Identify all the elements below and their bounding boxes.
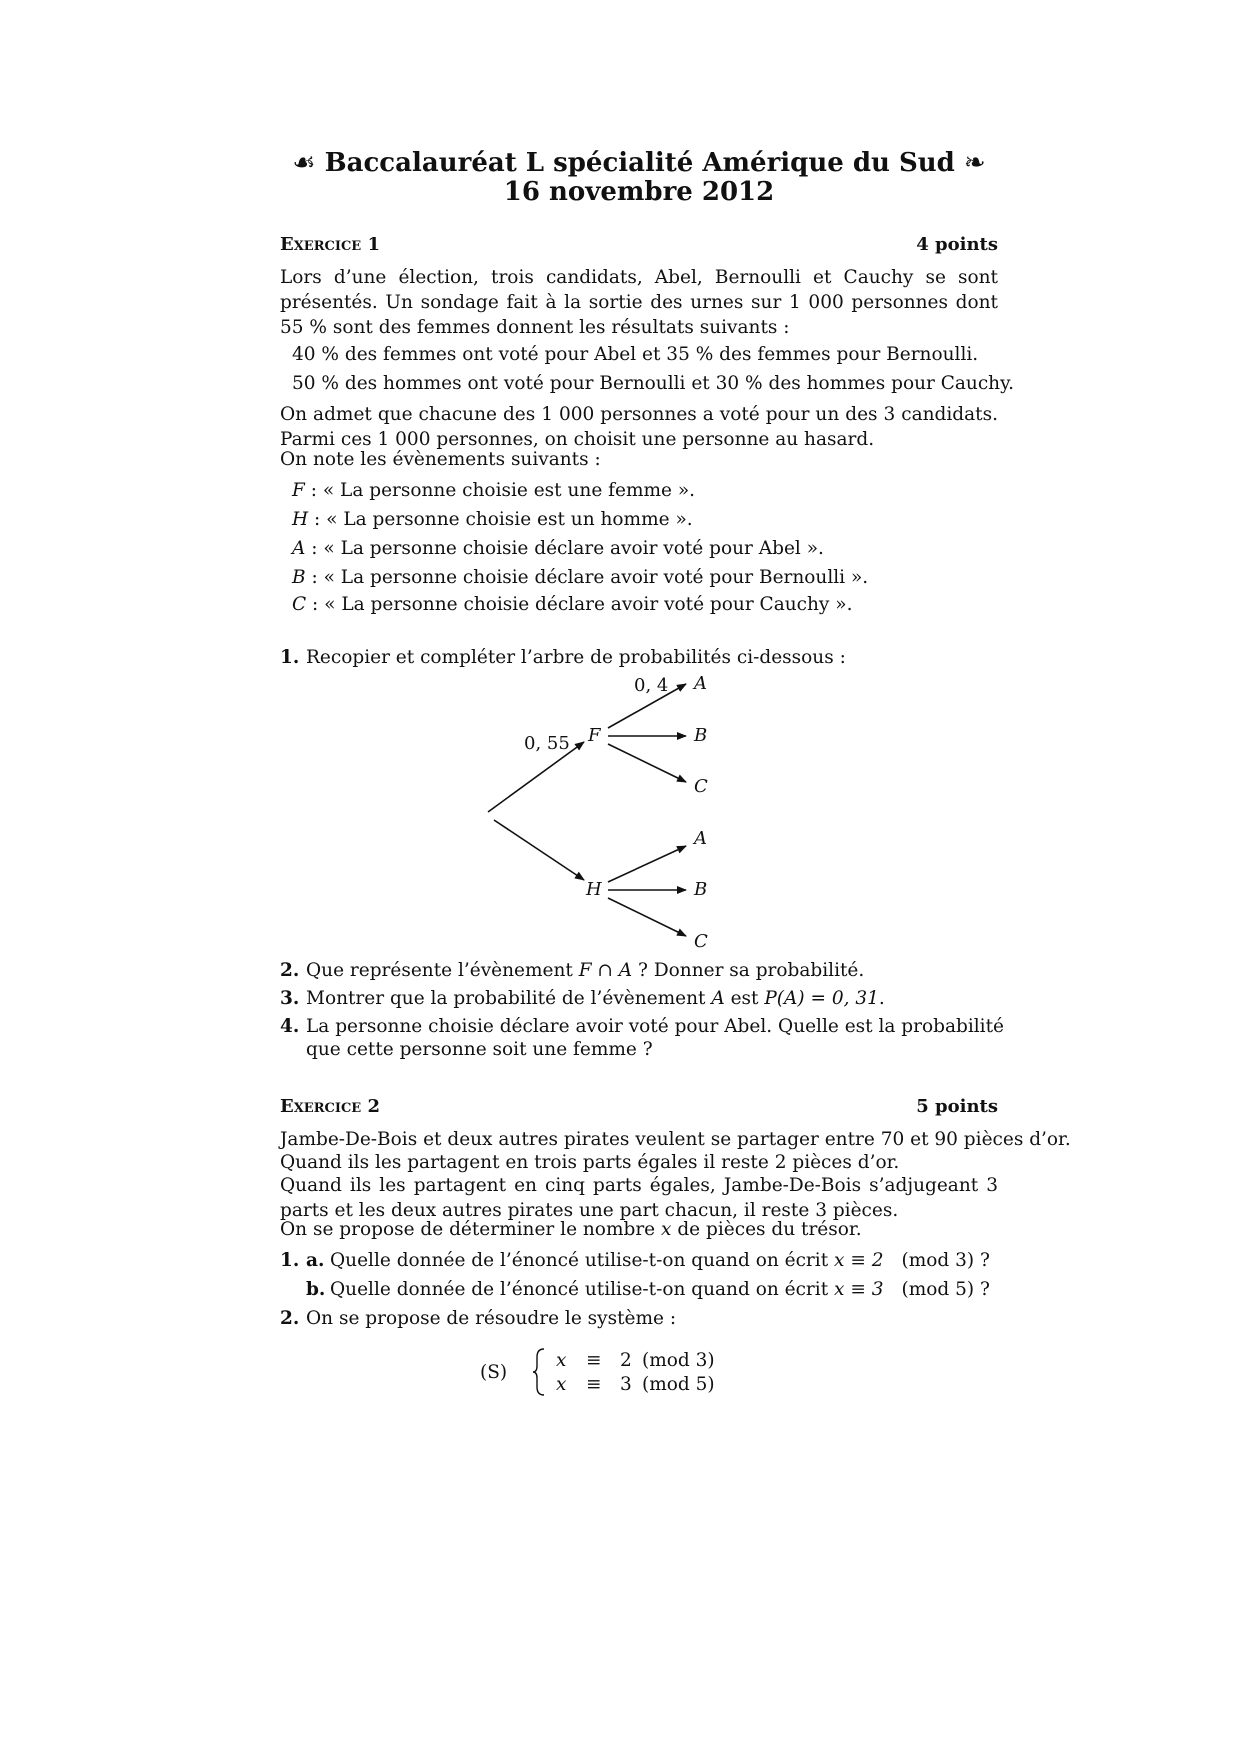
- event-symbol: H: [292, 509, 309, 530]
- tree-leaf-fc: C: [694, 776, 708, 797]
- tree-prob-f: 0, 55: [524, 733, 570, 754]
- events-intro: On note les évènements suivants :: [280, 449, 601, 470]
- exercise-2-intro-line-1: Jambe-De-Bois et deux autres pirates veulent se partager entre 70 et 90 pièces d’or.: [280, 1129, 1071, 1150]
- exercise-2-intro-2: Quand ils les partagent en cinq parts égales, Jambe-De-Bois s’adjugeant 3 parts et les deux autres pirates une part chacun, il reste 3 pièces.: [280, 1175, 998, 1221]
- tree-leaf-hc: C: [694, 931, 708, 952]
- event-b: B : « La personne choisie déclare avoir voté pour Bernoulli ».: [292, 567, 869, 588]
- question-number: 1.: [280, 647, 300, 668]
- fact-women: 40 % des femmes ont voté pour Abel et 35 % des femmes pour Bernoulli.: [292, 344, 979, 365]
- question-number: 2.: [280, 960, 300, 981]
- ex2-question-1b: b. Quelle donnée de l’énoncé utilise-t-on quand on écrit x ≡ 3 (mod 5) ?: [306, 1279, 990, 1300]
- event-a: A : « La personne choisie déclare avoir voté pour Abel ».: [292, 538, 824, 559]
- tree-node-f: F: [588, 725, 601, 746]
- subquestion-label: b.: [306, 1279, 326, 1300]
- exercise-2-intro-line-2: Quand ils les partagent en trois parts égales il reste 2 pièces d’or.: [280, 1152, 900, 1173]
- question-2: 2. Que représente l’évènement F ∩ A ? Donner sa probabilité.: [280, 960, 865, 981]
- tree-leaf-ha: A: [694, 828, 707, 849]
- event-symbol: C: [292, 594, 307, 615]
- system-name: (S): [480, 1362, 508, 1383]
- question-number: 3.: [280, 988, 300, 1009]
- exercise-2-points: 5 points: [916, 1096, 998, 1117]
- tree-node-h: H: [586, 879, 602, 900]
- event-c: C : « La personne choisie déclare avoir voté pour Cauchy ».: [292, 594, 853, 615]
- probability-tree: [280, 0, 1004, 1754]
- question-number: 4.: [280, 1016, 300, 1037]
- exercise-1-points: 4 points: [916, 234, 998, 255]
- tree-leaf-fa: A: [694, 673, 707, 694]
- exercise-1-title: Exercice 1: [280, 234, 380, 255]
- exercise-2-header: [280, 1096, 998, 1122]
- ornament-right-icon: ❧: [963, 148, 986, 178]
- question-3: 3. Montrer que la probabilité de l’évènement A est P(A) = 0, 31.: [280, 988, 885, 1009]
- tree-prob-a-given-f: 0, 4: [634, 675, 669, 696]
- exercise-1-admit: On admet que chacune des 1 000 personnes a voté pour un des 3 candidats. Parmi ces 1 000 personnes, on choisit une personne au hasard.: [280, 404, 998, 450]
- event-symbol: F: [292, 480, 305, 501]
- ex2-question-2: 2. On se propose de résoudre le système :: [280, 1308, 677, 1329]
- ex2-question-1a: 1. a. Quelle donnée de l’énoncé utilise-t-on quand on écrit x ≡ 2 (mod 3) ?: [280, 1250, 990, 1271]
- branch-h-c: [608, 898, 686, 936]
- question-number: 2.: [280, 1308, 300, 1329]
- branch-f-c: [608, 744, 686, 782]
- exam-date: 16 novembre 2012: [503, 177, 775, 207]
- event-symbol: B: [292, 567, 306, 588]
- question-4-line-2: que cette personne soit une femme ?: [306, 1039, 653, 1060]
- event-h: H : « La personne choisie est un homme ».: [292, 509, 693, 530]
- question-1: 1. Recopier et compléter l’arbre de probabilités ci-dessous :: [280, 647, 846, 668]
- subquestion-label: a.: [306, 1250, 325, 1271]
- ornament-left-icon: ☙: [292, 148, 316, 178]
- tree-leaf-hb: B: [694, 879, 708, 900]
- exam-title: Baccalauréat L spécialité Amérique du Sud: [324, 148, 955, 178]
- exercise-1-intro: Lors d’une élection, trois candidats, Abel, Bernoulli et Cauchy se sont présentés. Un sondage fait à la sortie des urnes sur 1 000 personnes dont 55 % sont des femmes donnent les résultats suivants :: [280, 267, 998, 338]
- question-4: 4. La personne choisie déclare avoir voté pour Abel. Quelle est la probabilité: [280, 1016, 1004, 1037]
- exercise-2-title: Exercice 2: [280, 1096, 380, 1117]
- branch-h-a: [608, 846, 686, 882]
- tree-leaf-fb: B: [694, 725, 708, 746]
- branch-root-h: [494, 820, 584, 880]
- exercise-2-intro-3: On se propose de déterminer le nombre x de pièces du trésor.: [280, 1219, 862, 1240]
- fact-men: 50 % des hommes ont voté pour Bernoulli et 30 % des hommes pour Cauchy.: [292, 373, 1014, 394]
- event-f: F : « La personne choisie est une femme ».: [292, 480, 696, 501]
- left-brace-icon: [532, 1347, 548, 1397]
- question-number: 1.: [280, 1250, 300, 1271]
- event-symbol: A: [292, 538, 306, 559]
